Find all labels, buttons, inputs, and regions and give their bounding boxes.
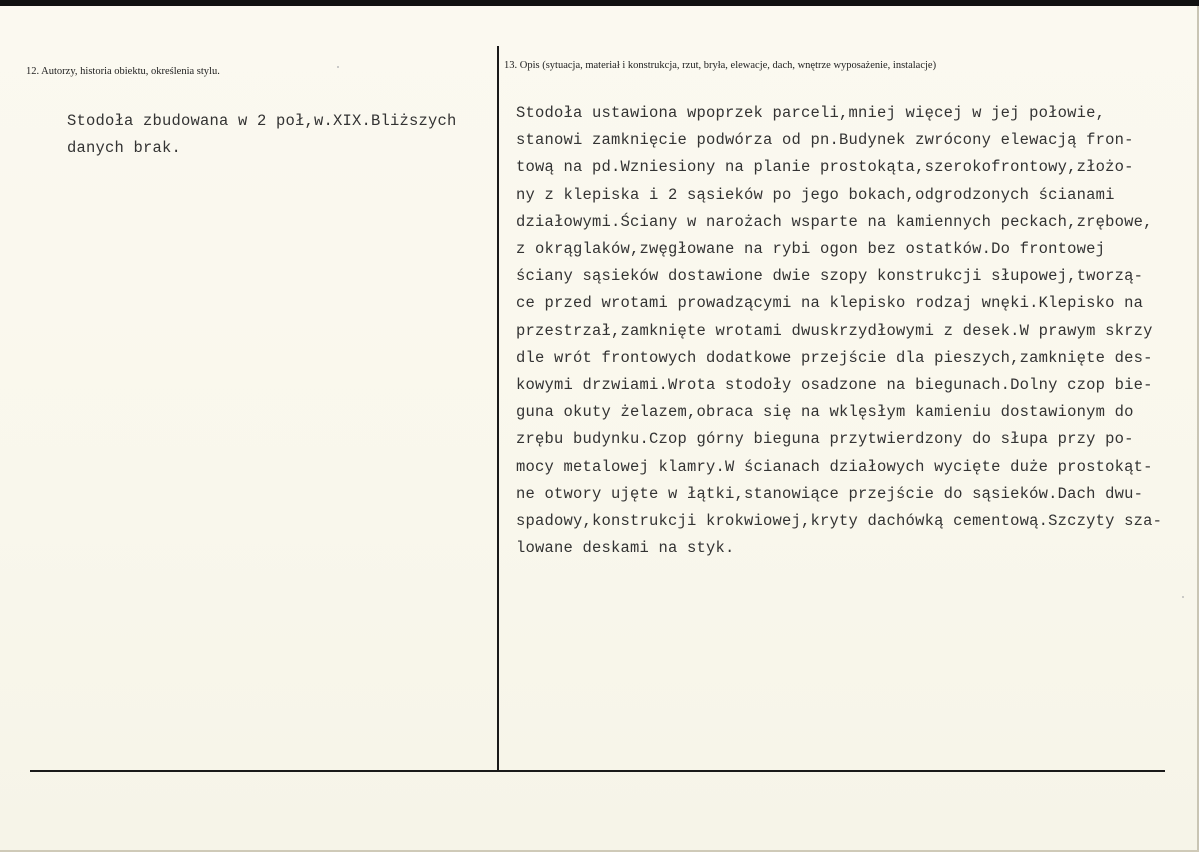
text-line: przestrzał,zamknięte wrotami dwuskrzydłowymi z desek.W prawym skrzy [516,321,1153,340]
text-line: Stodoła ustawiona wpoprzek parceli,mniej więcej w jej połowie, [516,104,1106,122]
text-line: lowane deskami na styk. [516,539,735,558]
text-line: danych brak. [67,139,182,157]
section-13-text [516,100,1196,562]
column-divider [497,46,499,771]
text-line: spadowy,konstrukcji krokwiowej,kryty dachówką cementową.Szczyty sza- [516,512,1163,531]
text-line: zrębu budynku.Czop górny bieguna przytwierdzony do słupa przy po- [516,430,1134,449]
text-line: dle wrót frontowych dodatkowe przejście dla pieszych,zamknięte des- [516,348,1153,367]
text-line: kowymi drzwiami.Wrota stodoły osadzone na biegunach.Dolny czop bie- [516,376,1153,395]
text-line: ce przed wrotami prowadzącymi na klepisko rodzaj wnęki.Klepisko na [516,294,1144,313]
paper-speck [1182,596,1184,598]
text-line: działowymi.Ściany w narożach wsparte na kamiennych peckach,zrębowe, [516,212,1153,231]
text-line: ny z klepiska i 2 sąsieków po jego bokach,odgrodzonych ścianami [516,185,1115,204]
paper-speck [337,66,339,68]
bottom-rule [30,770,1165,772]
text-line: ściany sąsieków dostawione dwie szopy konstrukcji słupowej,tworzą- [516,267,1144,286]
text-line: stanowi zamknięcie podwórza od pn.Budynek zwrócony elewacją fron- [516,131,1134,150]
text-line: guna okuty żelazem,obraca się na wklęsłym kamieniu dostawionym do [516,403,1134,422]
text-line: ne otwory ujęte w łątki,stanowiące przejście do sąsieków.Dach dwu- [516,484,1144,503]
text-line: mocy metalowej klamry.W ścianach działowych wycięte duże prostokąt- [516,457,1153,476]
text-line: z okrąglaków,zwęgłowane na rybi ogon bez ostatków.Do frontowej [516,240,1106,259]
text-line: tową na pd.Wzniesiony na planie prostokąta,szerokofrontowy,złożo- [516,158,1134,177]
section-12-heading: 12. Autorzy, historia obiektu, określenia stylu. [26,66,220,77]
text-line: Stodoła zbudowana w 2 poł,w.XIX.Bliższych [67,112,457,130]
section-12-text [67,108,492,162]
section-13-heading: 13. Opis (sytuacja, materiał i konstrukcja, rzut, bryła, elewacje, dach, wnętrze wyposażenie, instalacje) [504,60,937,71]
